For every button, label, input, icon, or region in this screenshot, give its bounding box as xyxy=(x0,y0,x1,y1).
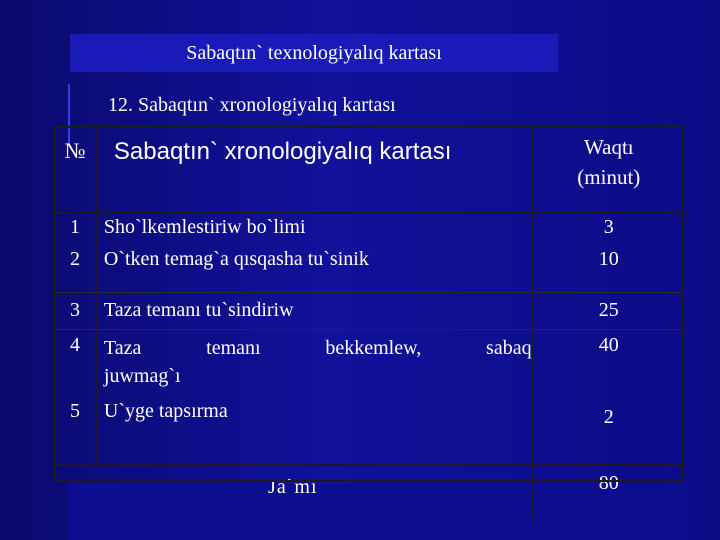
row-minutes: 40 xyxy=(598,334,619,356)
header-time-line1: Waqtı xyxy=(583,135,634,159)
total-label: Ja`mi xyxy=(54,465,533,522)
row-number: 2 xyxy=(54,246,97,293)
row-number: 1 xyxy=(54,213,97,246)
header-time-line2: (minut) xyxy=(577,165,641,189)
table-row xyxy=(54,330,684,395)
row-minutes: 10 xyxy=(533,246,684,293)
row-stage: Sho`lkemlestiriw bo`limi xyxy=(97,213,533,246)
slide-title-bar xyxy=(70,34,558,72)
row-minutes: 3 xyxy=(603,216,614,238)
row-stage xyxy=(97,330,533,395)
row-number: 3 xyxy=(54,293,97,330)
header-time xyxy=(533,126,684,213)
lesson-timing-table xyxy=(54,126,684,522)
row-stage-line1: Taza temanı bekkemlew, sabaq xyxy=(103,337,532,359)
row-minutes: 25 xyxy=(533,293,684,330)
row-number: 4 xyxy=(54,330,97,395)
slide-title: Sabaqtın` texnologiyalıq kartası xyxy=(186,41,442,64)
row-stage-line2: juwmag`ı xyxy=(103,365,181,387)
row-minutes: 2 xyxy=(533,394,684,465)
row-stage: O`tken temag`a qısqasha tu`sinik xyxy=(97,246,533,293)
table-row xyxy=(54,246,684,293)
header-number: № xyxy=(54,126,97,213)
table-header-row xyxy=(54,126,684,213)
row-stage: U`yge tapsırma xyxy=(97,394,533,465)
table-total-row xyxy=(54,465,684,522)
header-stage: Sabaqtın` xronologiyalıq kartası xyxy=(97,126,533,213)
row-stage: Taza temanı tu`sindiriw xyxy=(97,293,533,330)
table-row xyxy=(54,394,684,465)
table-row xyxy=(54,293,684,330)
total-minutes: 80 xyxy=(598,472,619,494)
row-number: 5 xyxy=(54,394,97,465)
table-row xyxy=(54,213,684,246)
slide-subtitle: 12. Sabaqtın` xronologiyalıq kartası xyxy=(108,94,396,116)
